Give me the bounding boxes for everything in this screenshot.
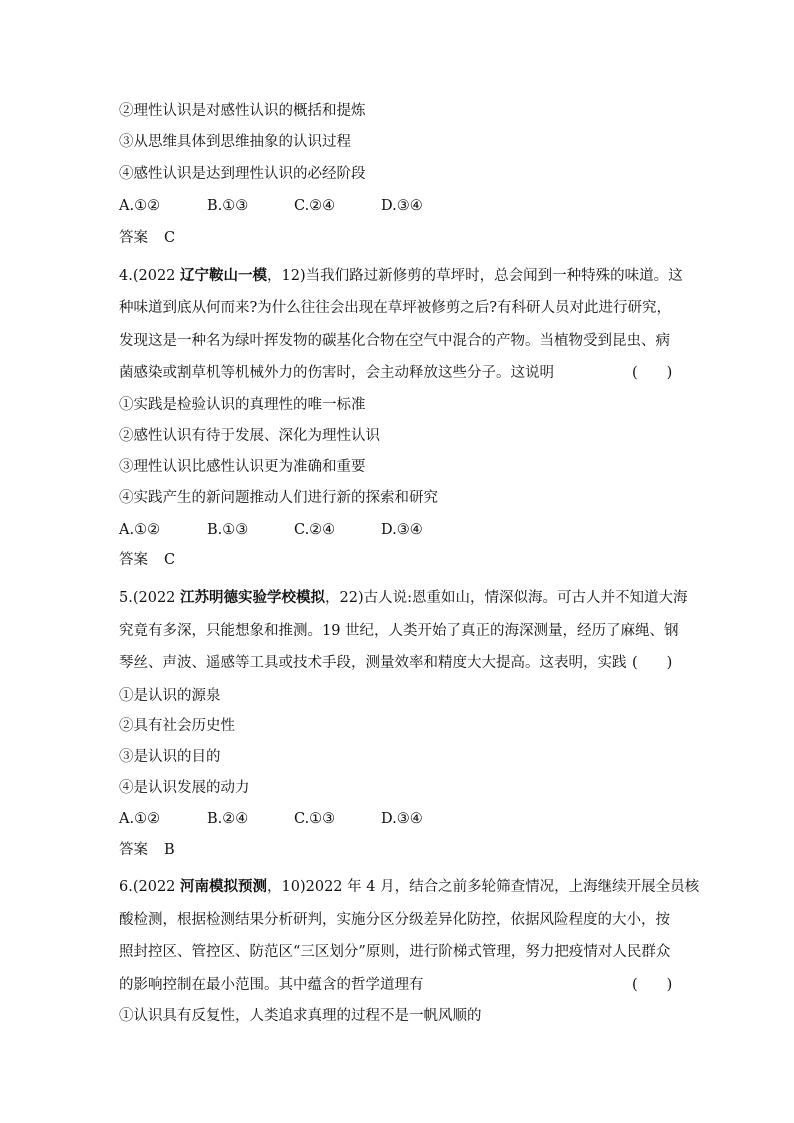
q4-option-b: B.①③: [207, 522, 249, 538]
q3-answer: [119, 228, 175, 248]
q6-stem-line: 的影响控制在最小范围。其中蕴含的哲学道理有: [119, 977, 424, 993]
q5-stem-start: ，22)古人说:恩重如山，情深似海。可古人并不知道大海: [325, 590, 688, 606]
q4-item-3: ③理性认识比感性认识更为准确和重要: [119, 459, 366, 475]
q4-item-2: ②感性认识有待于发展、深化为理性认识: [119, 428, 380, 444]
q6-stem-start: ，10)2022 年 4 月，结合之前多轮筛查情况，上海继续开展全员核: [267, 879, 700, 895]
q4-option-c: C.②④: [294, 522, 336, 538]
q4-stem-line: 种味道到底从何而来?为什么往往会出现在草坪被修剪之后?有科研人员对此进行研究，: [119, 300, 672, 316]
q6-stem-first-line: [119, 877, 699, 897]
q4-option-a: A.①②: [119, 522, 161, 538]
q5-stem-line: 琴丝、声波、遥感等工具或技术手段，测量效率和精度大大提高。这表明，实践: [119, 655, 627, 671]
q6-stem-line: 照封控区、管控区、防范区“三区划分”原则，进行阶梯式管理，努力把疫情对人民群众: [119, 944, 671, 960]
q4-option-d: D.③④: [381, 522, 423, 538]
q5-item-4: ④是认识发展的动力: [119, 780, 250, 796]
q3-item-2: ②理性认识是对感性认识的概括和提炼: [119, 103, 366, 119]
q5-answer-value: B: [164, 842, 175, 858]
q6-stem-line: 酸检测，根据检测结果分析研判，实施分区分级差异化防控，依据风险程度的大小，按: [119, 912, 670, 928]
q3-answer-label: 答案: [119, 230, 148, 246]
q3-answer-value: C: [164, 230, 176, 246]
q5-stem-line: 究竟有多深，只能想象和推测。19 世纪，人类开始了真正的海深测量，经历了麻绳、钢: [119, 623, 679, 639]
q4-answer: [119, 550, 175, 570]
q5-item-3: ③是认识的目的: [119, 749, 221, 765]
q6-source: 河南模拟预测: [180, 878, 268, 895]
q4-answer-label: 答案: [119, 552, 148, 568]
q4-item-1: ①实践是检验认识的真理性的唯一标准: [119, 397, 366, 413]
q5-answer-bracket: ( ): [632, 655, 673, 671]
q3-option-d: D.③④: [381, 198, 423, 214]
q5-option-a: A.①②: [119, 811, 161, 827]
q5-stem-first-line: [119, 588, 688, 608]
q4-answer-bracket: ( ): [632, 365, 673, 381]
q5-source: 江苏明德实验学校模拟: [180, 589, 326, 606]
q4-stem-line: 发现这是一种名为绿叶挥发物的碳基化合物在空气中混合的产物。当植物受到昆虫、病: [119, 333, 670, 349]
q3-item-3: ③从思维具体到思维抽象的认识过程: [119, 134, 351, 150]
q3-options: [119, 196, 423, 216]
q6-item-1: ①认识具有反复性，人类追求真理的过程不是一帆风顺的: [119, 1008, 482, 1024]
q4-stem-start: ，12)当我们路过新修剪的草坪时，总会闻到一种特殊的味道。这: [267, 268, 683, 284]
q6-number: 6.(2022: [119, 879, 181, 895]
q6-answer-bracket: ( ): [632, 977, 673, 993]
q5-item-2: ②具有社会历史性: [119, 718, 235, 734]
q3-option-b: B.①③: [207, 198, 249, 214]
q5-answer-label: 答案: [119, 842, 148, 858]
q3-item-4: ④感性认识是达到理性认识的必经阶段: [119, 166, 366, 182]
q5-number: 5.(2022: [119, 590, 181, 606]
q4-number: 4.(2022: [119, 268, 181, 284]
q5-answer: [119, 840, 175, 860]
q4-options: [119, 520, 423, 540]
q5-option-d: D.③④: [381, 811, 423, 827]
q5-option-b: B.②④: [207, 811, 249, 827]
q4-source: 辽宁鞍山一模: [180, 267, 268, 284]
q4-item-4: ④实践产生的新问题推动人们进行新的探索和研究: [119, 490, 438, 506]
q5-option-c: C.①③: [294, 811, 336, 827]
q5-item-1: ①是认识的源泉: [119, 688, 221, 704]
q4-answer-value: C: [164, 552, 176, 568]
q3-option-c: C.②④: [294, 198, 336, 214]
q5-options: [119, 809, 423, 829]
q3-option-a: A.①②: [119, 198, 161, 214]
q4-stem-line: 菌感染或割草机等机械外力的伤害时，会主动释放这些分子。这说明: [119, 365, 554, 381]
q4-stem-first-line: [119, 266, 683, 286]
